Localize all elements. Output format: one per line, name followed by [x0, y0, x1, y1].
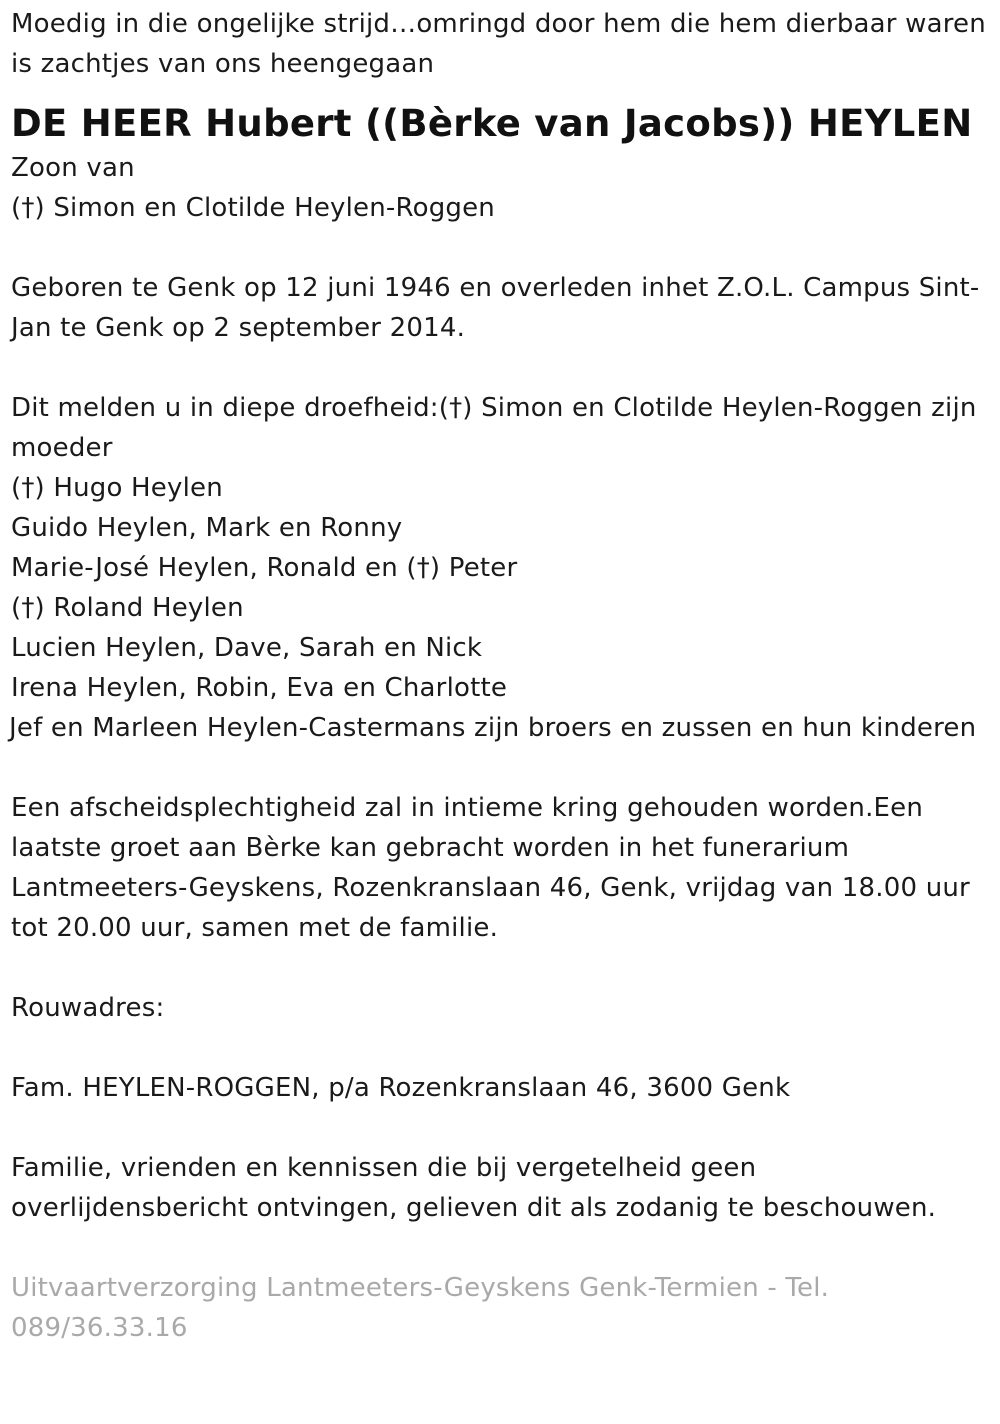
notice-text: Familie, vrienden en kennissen die bij vergetelheid geen overlijdensbericht ontvingen, gelieven dit als zodanig te beschouwen. — [11, 1153, 937, 1223]
spacer — [11, 348, 993, 388]
address-value: Fam. HEYLEN-ROGGEN, p/a Rozenkranslaan 46, 3600 Genk — [11, 1073, 791, 1103]
funeral-home-footer: Uitvaartverzorging Lantmeeters-Geyskens Genk-Termien - Tel. 089/36.33.16 — [11, 1273, 830, 1343]
mourner-line: Marie-José Heylen, Ronald en (†) Peter — [11, 553, 518, 583]
spacer — [11, 748, 993, 788]
mourner-line: Lucien Heylen, Dave, Sarah en Nick — [11, 633, 483, 663]
deceased-name: DE HEER Hubert ((Bèrke van Jacobs)) HEYLEN — [11, 102, 973, 145]
mourner-line: Guido Heylen, Mark en Ronny — [11, 513, 403, 543]
spacer — [11, 1108, 993, 1148]
spacer — [11, 1228, 993, 1268]
spacer — [11, 1028, 993, 1068]
birth-death-statement: Geboren te Genk op 12 juni 1946 en overleden inhet Z.O.L. Campus Sint-Jan te Genk op 2 september 2014. — [11, 273, 980, 343]
spacer — [11, 228, 993, 268]
mourner-line: (†) Roland Heylen — [11, 593, 244, 623]
mourners-list — [11, 468, 993, 748]
mourner-line: (†) Hugo Heylen — [11, 473, 223, 503]
intro-line-1: Moedig in die ongelijke strijd…omringd door hem die hem dierbaar waren — [11, 9, 986, 39]
parents-names: (†) Simon en Clotilde Heylen-Roggen — [11, 193, 495, 223]
mourners-intro: Dit melden u in diepe droefheid:(†) Simon en Clotilde Heylen-Roggen zijn moeder — [11, 393, 977, 463]
parents-label: Zoon van — [11, 153, 135, 183]
ceremony-details: Een afscheidsplechtigheid zal in intieme kring gehouden worden.Een laatste groet aan Bèrke kan gebracht worden in het funerarium Lantmeeters-Geyskens, Rozenkranslaan 46, Genk, vrijdag van 18.00 uur tot 20.00 uur, samen met de familie. — [11, 793, 970, 943]
obituary-document — [11, 4, 993, 1348]
mourner-line: Irena Heylen, Robin, Eva en Charlotte — [11, 673, 508, 703]
spacer — [11, 948, 993, 988]
mourner-line: Jef en Marleen Heylen-Castermans zijn broers en zussen en hun kinderen — [9, 713, 977, 743]
intro-line-2: is zachtjes van ons heengegaan — [11, 49, 435, 79]
address-label: Rouwadres: — [11, 993, 165, 1023]
